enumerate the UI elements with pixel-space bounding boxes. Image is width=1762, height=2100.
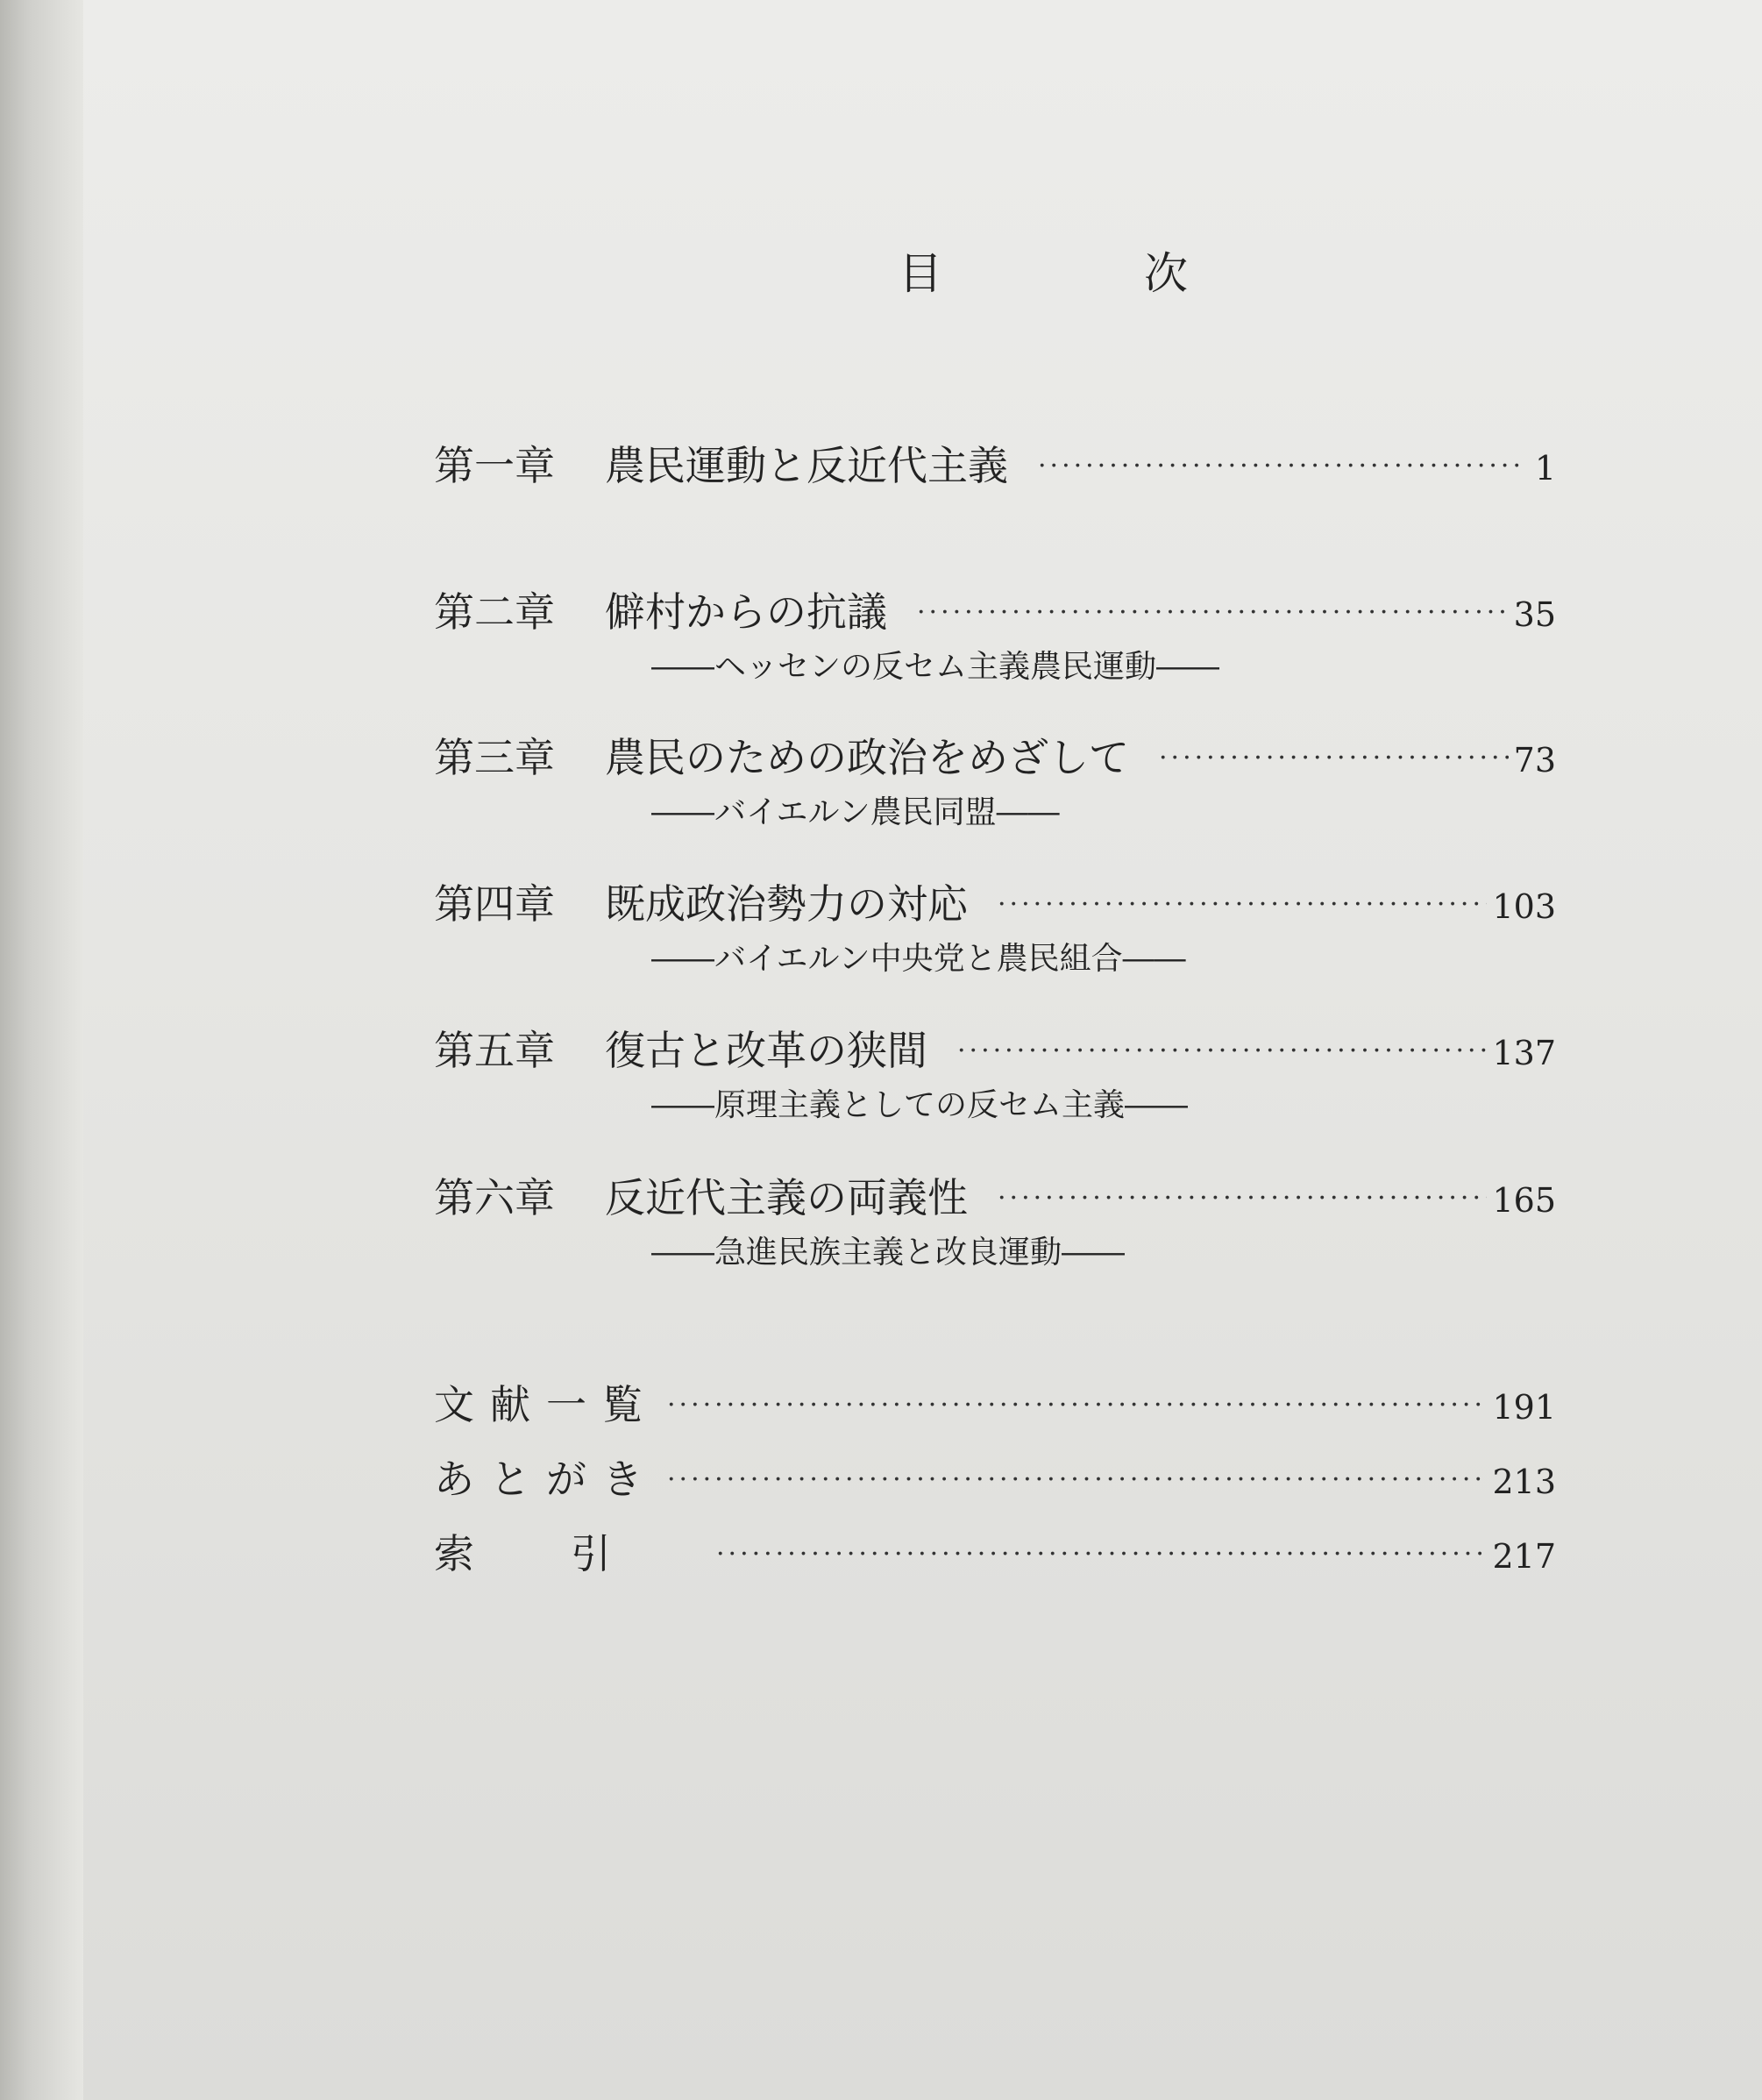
toc-entry-chapter-1 bbox=[434, 434, 1556, 487]
page-number: 73 bbox=[1513, 741, 1556, 779]
toc-entry-chapter-5 bbox=[434, 1019, 1556, 1074]
chapter-number: 第四章 bbox=[434, 880, 555, 928]
book-gutter bbox=[0, 0, 83, 2100]
toc-entry-index bbox=[434, 1522, 1556, 1575]
page-title: 目 次 bbox=[899, 248, 1267, 299]
dot-leader bbox=[667, 1464, 1487, 1495]
page-number: 217 bbox=[1492, 1537, 1556, 1576]
page-number: 213 bbox=[1492, 1463, 1556, 1501]
dot-leader bbox=[998, 1183, 1487, 1214]
chapter-number: 第五章 bbox=[434, 1027, 555, 1074]
chapter-number: 第二章 bbox=[434, 588, 555, 636]
page-number: 1 bbox=[1534, 449, 1556, 488]
page-number: 35 bbox=[1513, 595, 1556, 634]
chapter-number: 第三章 bbox=[434, 734, 555, 781]
toc-entry-afterword bbox=[434, 1448, 1556, 1503]
chapter-subtitle: ――ヘッセンの反セム主義農民運動―― bbox=[651, 649, 1220, 685]
dot-leader bbox=[998, 889, 1487, 920]
dot-leader bbox=[716, 1539, 1487, 1570]
chapter-subtitle: ――バイエルン中央党と農民組合―― bbox=[651, 941, 1186, 977]
chapter-number: 第一章 bbox=[434, 442, 555, 489]
toc-entry-chapter-2 bbox=[434, 580, 1556, 636]
chapter-number: 第六章 bbox=[434, 1174, 555, 1221]
chapter-title: 復古と改革の狭間 bbox=[605, 1027, 927, 1074]
chapter-subtitle: ――バイエルン農民同盟―― bbox=[651, 794, 1060, 830]
dot-leader bbox=[667, 1390, 1487, 1420]
index-label: 索引 bbox=[434, 1530, 707, 1577]
chapter-title: 農民のための政治をめざして bbox=[605, 734, 1129, 781]
chapter-subtitle: ――急進民族主義と改良運動―― bbox=[651, 1235, 1126, 1271]
page-number: 137 bbox=[1492, 1034, 1556, 1072]
chapter-title: 僻村からの抗議 bbox=[605, 588, 887, 636]
afterword-label: あとがき bbox=[434, 1456, 658, 1503]
toc-entry-chapter-3 bbox=[434, 726, 1556, 779]
dot-leader bbox=[1159, 743, 1509, 773]
chapter-title: 既成政治勢力の対応 bbox=[605, 880, 968, 928]
dot-leader bbox=[957, 1036, 1487, 1066]
page-number: 165 bbox=[1492, 1181, 1556, 1220]
page-number: 103 bbox=[1492, 887, 1556, 926]
chapter-title: 農民運動と反近代主義 bbox=[605, 442, 1008, 489]
toc-entry-chapter-6 bbox=[434, 1166, 1556, 1219]
toc-entry-bibliography bbox=[434, 1373, 1556, 1426]
dot-leader bbox=[1038, 451, 1524, 481]
chapter-subtitle: ――原理主義としての反セム主義―― bbox=[651, 1087, 1189, 1123]
toc-entry-chapter-4 bbox=[434, 872, 1556, 928]
page-number: 191 bbox=[1492, 1388, 1556, 1427]
chapter-title: 反近代主義の両義性 bbox=[605, 1174, 968, 1221]
dot-leader bbox=[917, 597, 1509, 628]
bibliography-label: 文献一覧 bbox=[434, 1381, 658, 1428]
toc-page bbox=[83, 0, 1762, 2100]
